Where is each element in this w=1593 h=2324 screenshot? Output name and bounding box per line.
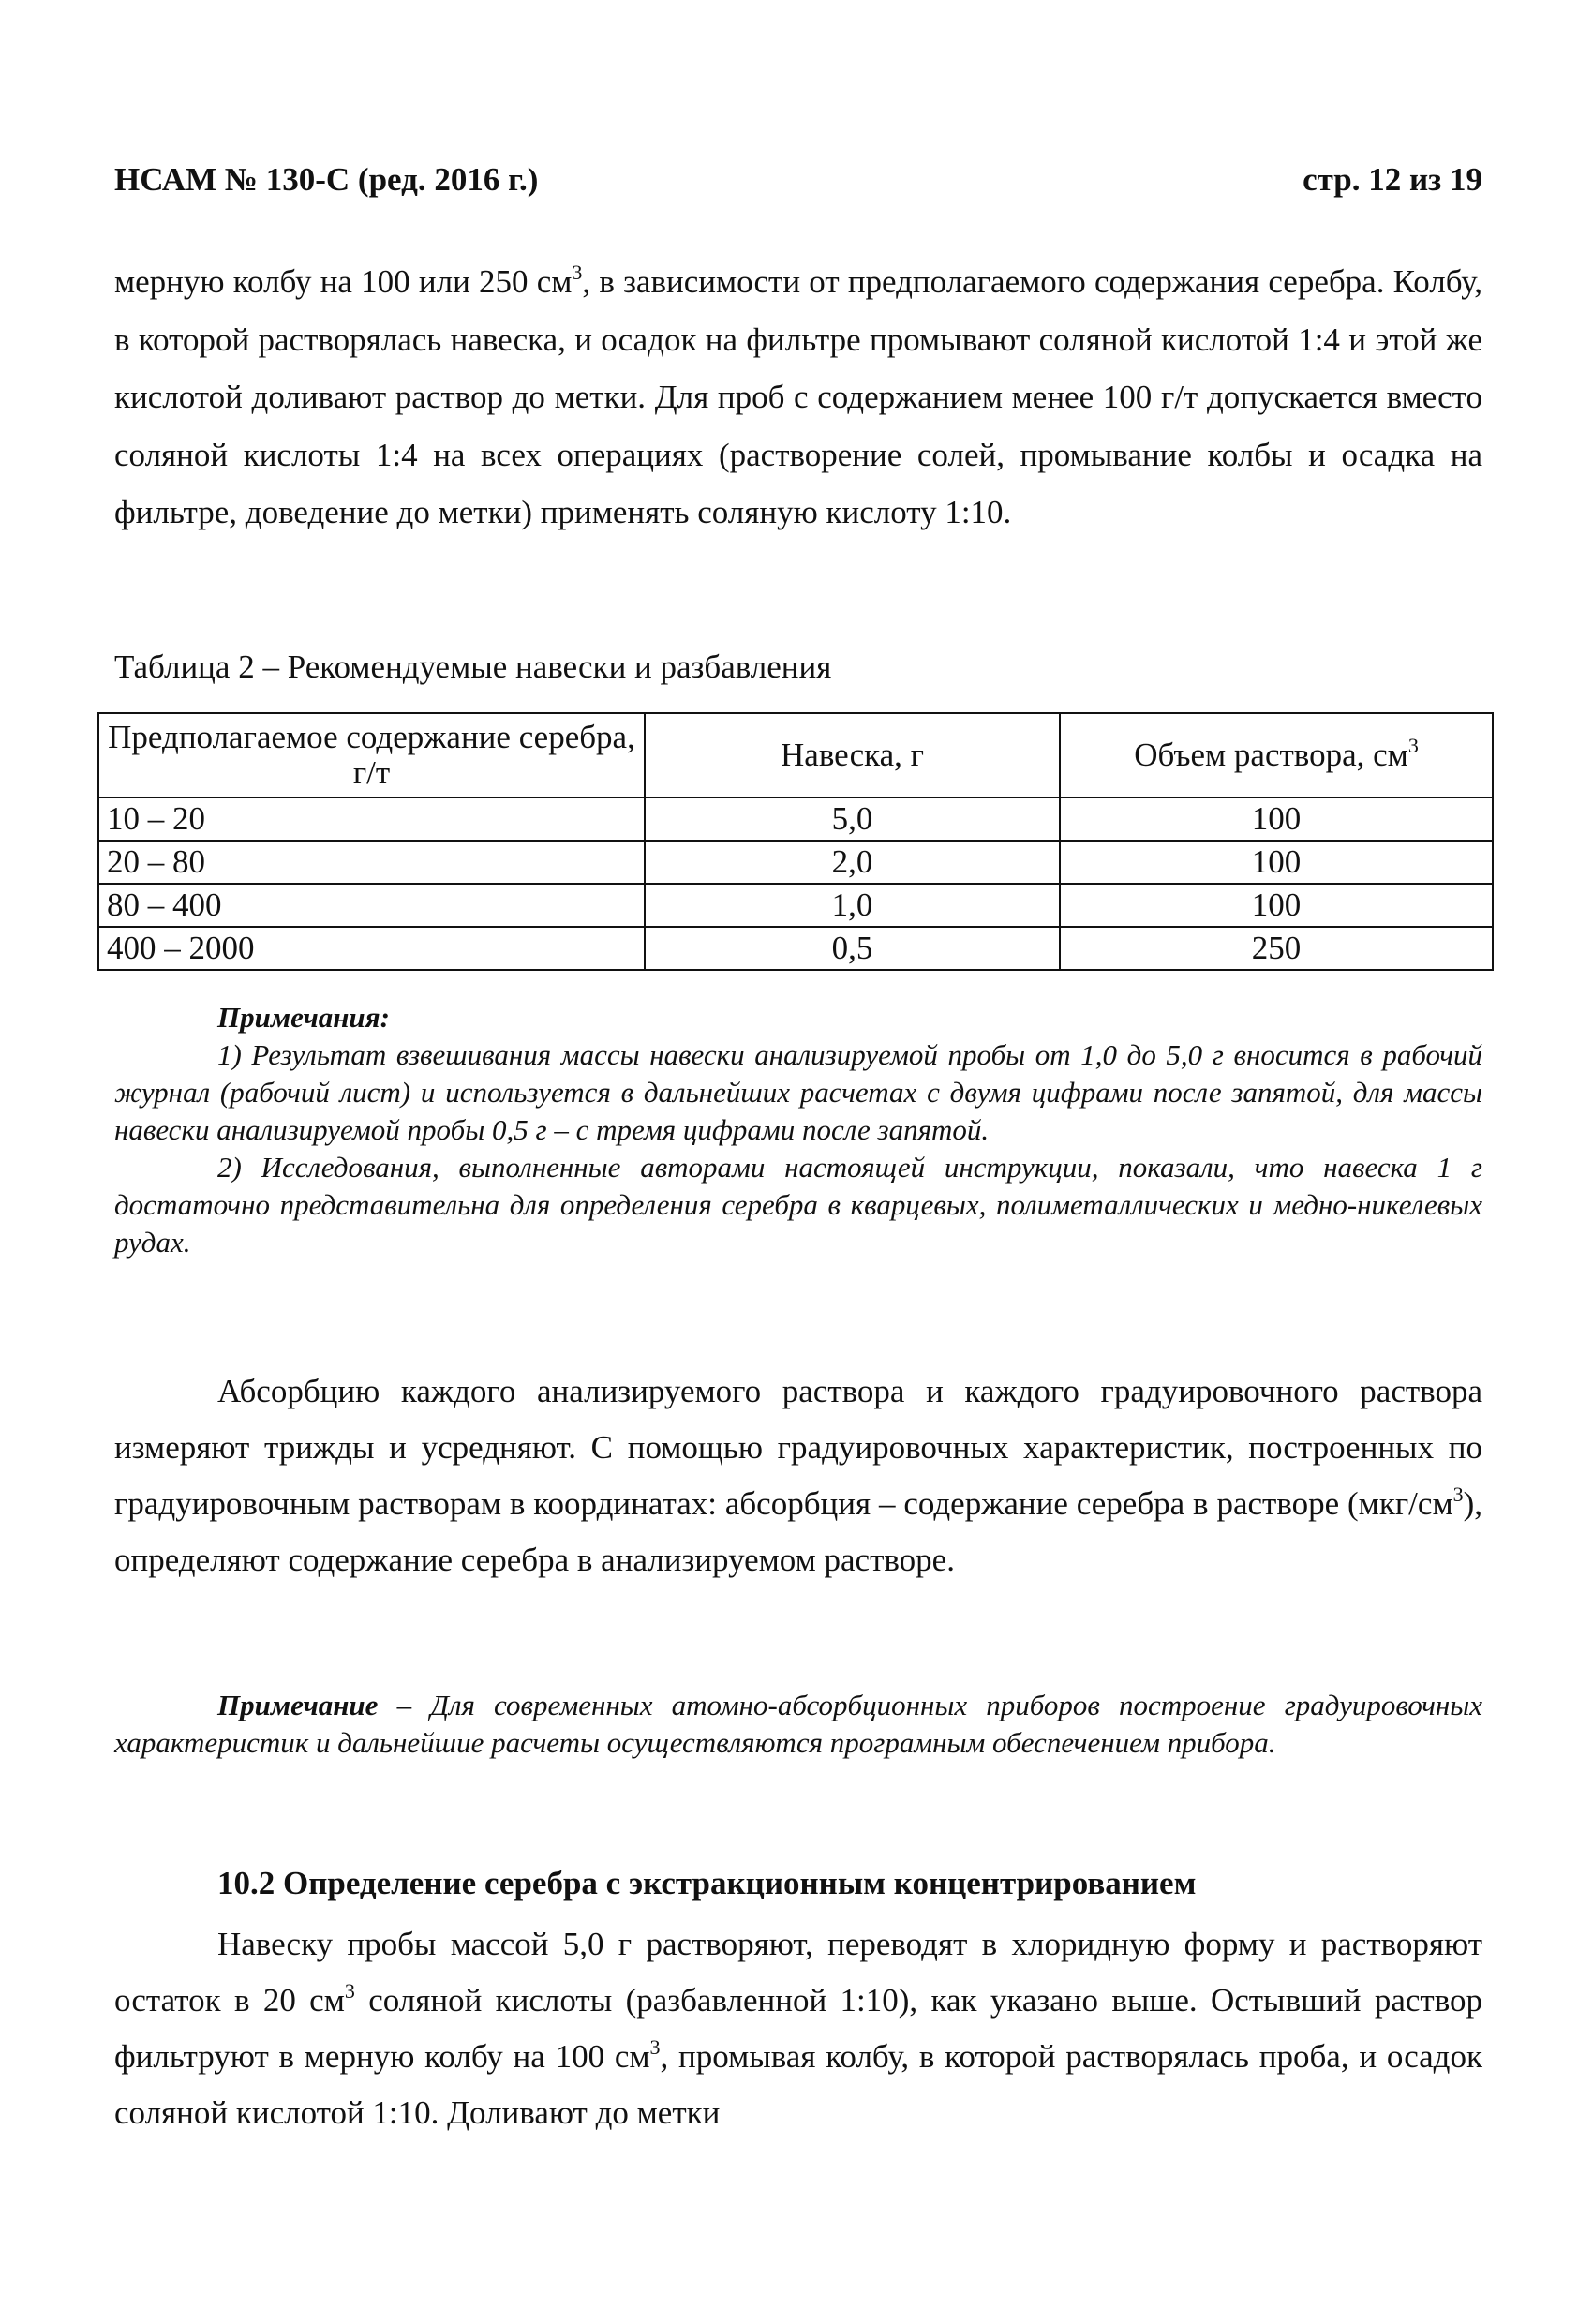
recommendations-table (97, 712, 1494, 971)
cell-range: 80 – 400 (98, 884, 645, 927)
table-row (98, 797, 1493, 841)
paragraph-2-text-b: ), определяют содержание серебра в анализируемом растворе. (114, 1485, 1482, 1578)
paragraph-1-text-b: , в зависимости от предполагаемого содержания серебра. Колбу, в которой растворялась навеска, и осадок на фильтре промывают соляной кислотой 1:4 и этой же кислотой доливают раствор до метки. Для проб с содержанием менее 100 г/т допускается вместо соляной кислоты 1:4 на всех операциях (растворение солей, промывание колбы и осадка на фильтре, доведение до метки) применять соляную кислоту 1:10. (114, 263, 1482, 530)
header-mass: Навеска, г (645, 713, 1060, 797)
table-row (98, 841, 1493, 884)
note-label: Примечание (217, 1689, 379, 1721)
notes-title: Примечания: (217, 1001, 390, 1034)
paragraph-3-text-b: соляной кислоты (разбавленной 1:10), как указано выше. Остывший раствор фильтруют в мерную колбу на 100 см (114, 1982, 1483, 2075)
header-volume-label: Объем раствора, см (1134, 737, 1408, 773)
cell-volume: 100 (1060, 841, 1493, 884)
table-row (98, 884, 1493, 927)
superscript: 3 (344, 1979, 355, 2003)
cell-volume: 100 (1060, 884, 1493, 927)
table-row (98, 927, 1493, 970)
note-block (114, 1687, 1482, 1762)
cell-range: 10 – 20 (98, 797, 645, 841)
page-header (114, 161, 1482, 208)
paragraph-3-text-c: , промывая колбу, в которой растворялась проба, и осадок соляной кислотой 1:10. Доливают до метки (114, 2038, 1482, 2131)
paragraph-1-text-a: мерную колбу на 100 или 250 см (114, 263, 573, 300)
header-volume (1060, 713, 1493, 797)
cell-volume: 250 (1060, 927, 1493, 970)
table-header-row (98, 713, 1493, 797)
cell-mass: 0,5 (645, 927, 1060, 970)
note-text: – Для современных атомно-абсорбционных приборов построение градуировочных характеристик и дальнейшие расчеты осуществляются програмным обеспечением прибора. (114, 1689, 1482, 1759)
note-item-2: 2) Исследования, выполненные авторами настоящей инструкции, показали, что навеска 1 г достаточно представительна для определения серебра в кварцевых, полиметаллических и медно-никелевых рудах. (114, 1151, 1482, 1259)
cell-mass: 2,0 (645, 841, 1060, 884)
superscript: 3 (649, 2035, 661, 2059)
paragraph-3 (114, 1916, 1482, 2141)
page-number: стр. 12 из 19 (1303, 161, 1482, 198)
table-notes (114, 999, 1482, 1261)
cell-mass: 5,0 (645, 797, 1060, 841)
paragraph-2 (114, 1363, 1482, 1588)
cell-range: 20 – 80 (98, 841, 645, 884)
cell-range: 400 – 2000 (98, 927, 645, 970)
paragraph-1 (114, 253, 1482, 542)
cell-mass: 1,0 (645, 884, 1060, 927)
cell-volume: 100 (1060, 797, 1493, 841)
paragraph-3-text-a: Навеску пробы массой 5,0 г растворяют, переводят в хлоридную форму и растворяют остаток в 20 см (114, 1926, 1482, 2019)
section-heading: 10.2 Определение серебра с экстракционным концентрированием (217, 1865, 1197, 1901)
paragraph-2-text-a: Абсорбцию каждого анализируемого раствора и каждого градуировочного раствора измеряют трижды и усредняют. С помощью градуировочных характеристик, построенных по градуировочным растворам в координатах: абсорбция – содержание серебра в растворе (мкг/см (114, 1373, 1482, 1522)
superscript: 3 (572, 261, 583, 284)
table-caption: Таблица 2 – Рекомендуемые навески и разбавления (114, 648, 832, 685)
note-item-1: 1) Результат взвешивания массы навески анализируемой пробы от 1,0 до 5,0 г вносится в рабочий журнал (рабочий лист) и используется в дальнейших расчетах с двумя цифрами после запятой, для массы навески анализируемой пробы 0,5 г – с тремя цифрами после запятой. (114, 1038, 1482, 1146)
header-content: Предполагаемое содержание серебра, г/т (98, 713, 645, 797)
superscript: 3 (1452, 1482, 1464, 1506)
superscript: 3 (1407, 734, 1419, 757)
document-id: НСАМ № 130-С (ред. 2016 г.) (114, 161, 539, 198)
